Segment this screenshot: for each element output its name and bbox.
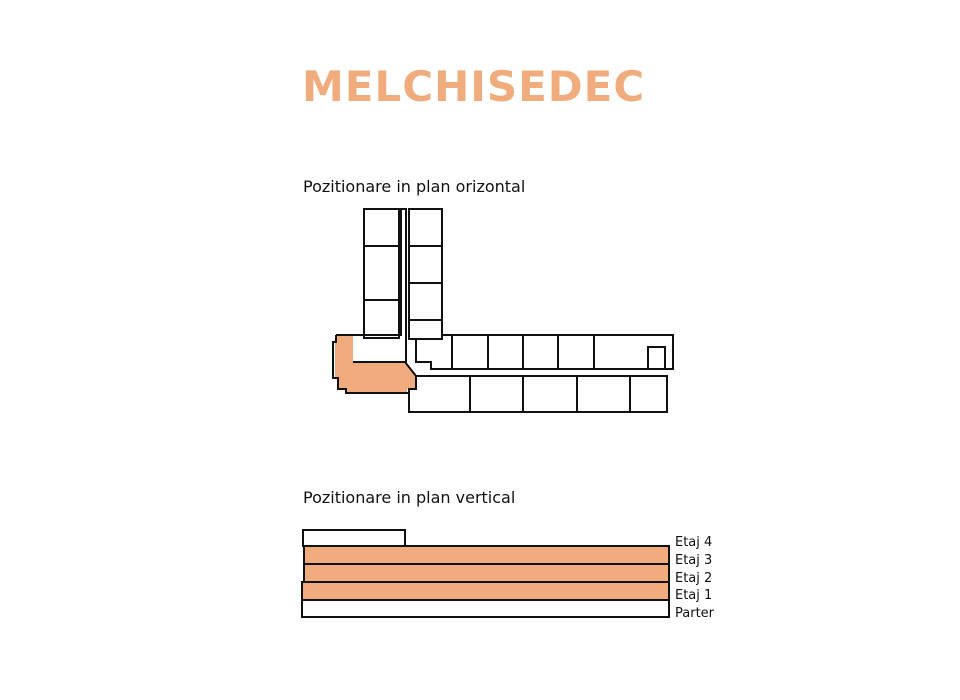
floor-label-etaj-2: Etaj 2 [675, 571, 713, 586]
highlighted-unit [335, 335, 416, 393]
page-title: MELCHISEDEC [302, 62, 646, 111]
floor-plan [333, 209, 673, 412]
left-wing-outline [364, 209, 399, 338]
floor-etaj-4 [303, 530, 405, 546]
lower-wing-outline [409, 376, 667, 412]
horizontal-plan-label: Pozitionare in plan orizontal [303, 177, 526, 196]
floor-labels [675, 535, 715, 621]
floor-etaj-3 [304, 546, 669, 564]
vertical-plan-label: Pozitionare in plan vertical [303, 488, 516, 507]
corridor-line [409, 339, 452, 369]
floor-etaj-2 [304, 564, 669, 582]
floor-parter [302, 600, 669, 617]
floor-etaj-1 [302, 582, 669, 600]
floor-label-etaj-4: Etaj 4 [675, 535, 713, 550]
floor-label-etaj-1: Etaj 1 [675, 588, 713, 603]
stair-notch [648, 347, 665, 369]
floor-label-etaj-3: Etaj 3 [675, 553, 713, 568]
floor-label-parter: Parter [675, 606, 715, 621]
floor-stack [302, 530, 669, 617]
